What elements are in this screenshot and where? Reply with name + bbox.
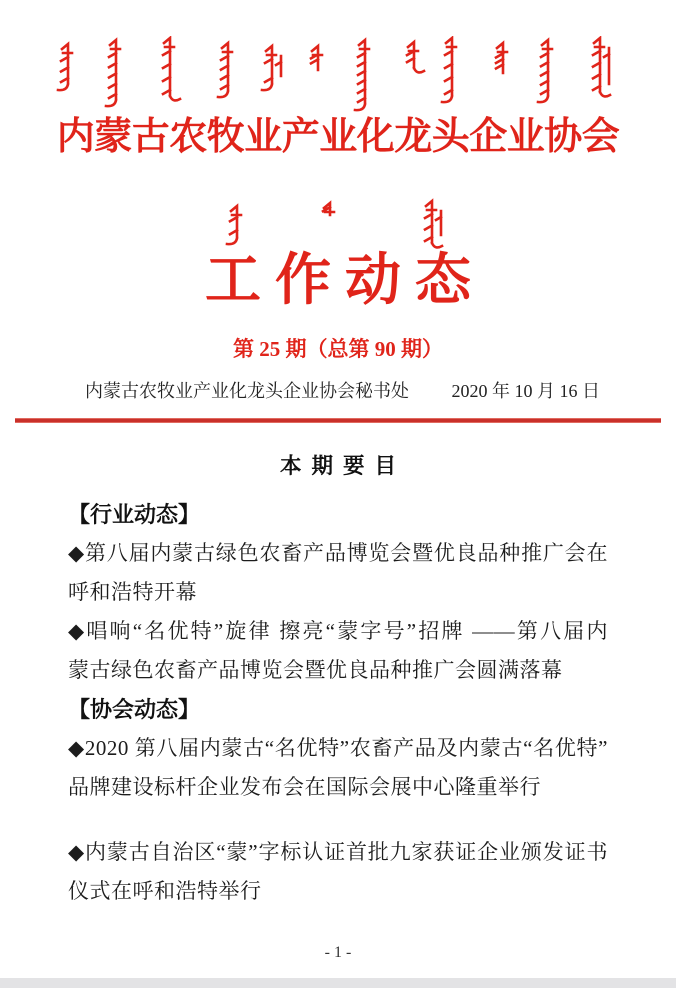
toc-section-heading-industry: 【行业动态】 bbox=[68, 502, 201, 527]
mongolian-word-glyph bbox=[311, 46, 322, 70]
mongolian-word-glyph bbox=[262, 46, 281, 90]
toc-title: 本期要目 bbox=[279, 454, 406, 478]
toc-section-heading-association: 【协会动态】 bbox=[68, 697, 201, 722]
toc-item-line: ◆唱响“名优特”旋律 擦亮“蒙字号”招牌 ——第八届内 bbox=[68, 619, 608, 643]
issue-number-line: 第 25 期（总第 90 期） bbox=[233, 337, 443, 361]
toc-item-line: 品牌建设标杆企业发布会在国际会展中心隆重举行 bbox=[68, 775, 541, 799]
toc-item bbox=[68, 833, 608, 911]
mongolian-word-glyph bbox=[496, 43, 507, 73]
mongolian-word-glyph bbox=[355, 40, 369, 110]
toc-item-line: 蒙古绿色农畜产品博览会暨优良品种推广会圆满落幕 bbox=[68, 658, 563, 682]
mongolian-word-glyph bbox=[323, 203, 334, 215]
masthead-divider bbox=[15, 418, 661, 423]
mongolian-word-glyph bbox=[407, 42, 424, 72]
toc-item-line: 呼和浩特开幕 bbox=[68, 580, 197, 604]
org-name-title: 内蒙古农牧业产业化龙头企业协会 bbox=[56, 116, 620, 158]
toc-item bbox=[68, 729, 608, 807]
table-of-contents bbox=[68, 495, 608, 911]
bulletin-title: 工作动态 bbox=[205, 250, 485, 312]
toc-item-line: ◆第八届内蒙古绿色农畜产品博览会暨优良品种推广会在 bbox=[68, 541, 608, 565]
toc-item-line: ◆2020 第八届内蒙古“名优特”农畜产品及内蒙古“名优特” bbox=[68, 736, 608, 760]
mongolian-word-glyph bbox=[106, 40, 120, 106]
mongolian-word-glyph bbox=[425, 201, 442, 247]
page-number: - 1 - bbox=[324, 944, 352, 961]
mongolian-word-glyph bbox=[218, 43, 232, 97]
publish-date: 2020 年 10 月 16 日 bbox=[451, 381, 600, 401]
mongolian-word-glyph bbox=[163, 38, 180, 100]
mongolian-word-glyph bbox=[442, 38, 456, 102]
mongolian-script-row-top-icon bbox=[0, 36, 676, 114]
publisher-name: 内蒙古农牧业产业化龙头企业协会秘书处 bbox=[85, 381, 409, 401]
scan-edge-strip bbox=[0, 978, 676, 988]
mongolian-word-glyph bbox=[538, 40, 552, 102]
toc-item bbox=[68, 534, 608, 612]
toc-item bbox=[68, 612, 608, 690]
mongolian-word-glyph bbox=[593, 38, 610, 96]
mongolian-word-glyph bbox=[227, 206, 241, 244]
mongolian-script-row-subtitle-icon bbox=[0, 198, 676, 254]
toc-item-line: 仪式在呼和浩特举行 bbox=[68, 879, 262, 903]
publisher-row bbox=[0, 379, 676, 403]
toc-item-line: ◆内蒙古自治区“蒙”字标认证首批九家获证企业颁发证书 bbox=[68, 840, 608, 864]
mongolian-word-glyph bbox=[58, 44, 72, 90]
